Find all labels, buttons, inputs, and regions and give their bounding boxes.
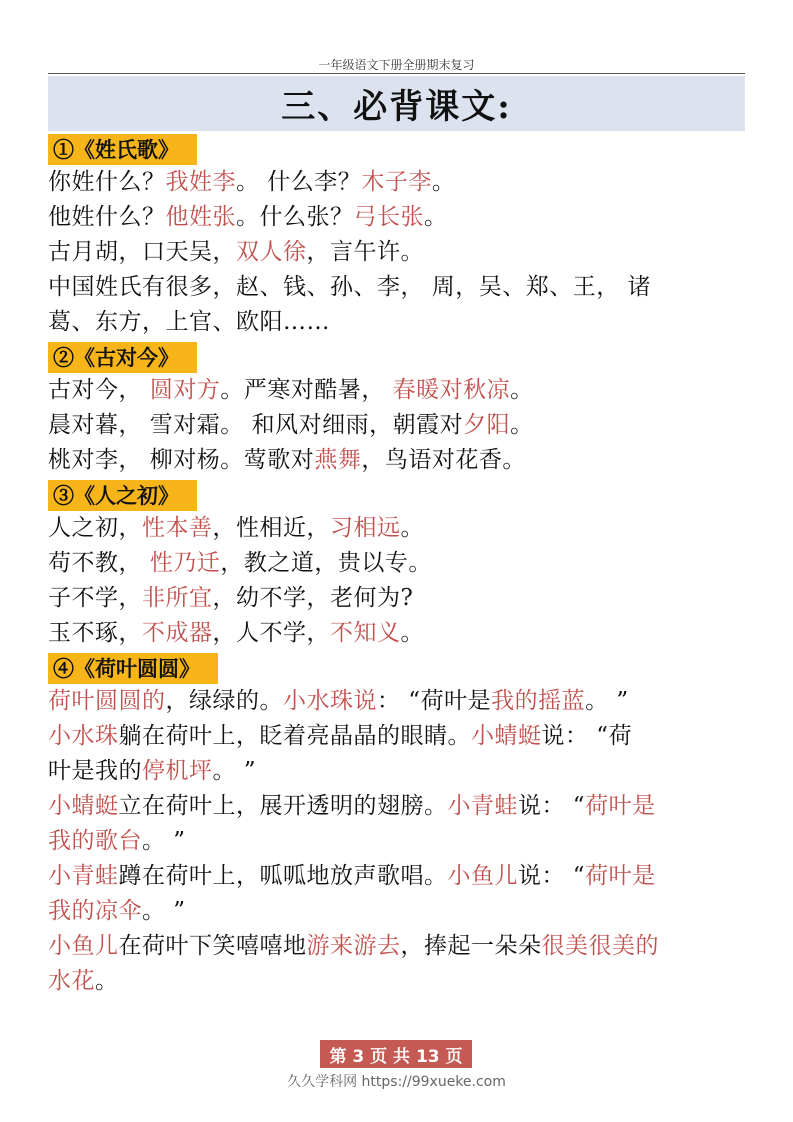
highlighted-text: 小青蛙 [48, 863, 119, 889]
text-line [48, 754, 748, 789]
highlighted-text: 性乃迁 [149, 550, 221, 576]
plain-text: 说： “ [518, 793, 586, 819]
highlighted-text: 不成器 [142, 620, 213, 646]
highlighted-text: 小蜻蜓 [471, 723, 542, 749]
highlighted-text: 木子李 [361, 169, 432, 195]
plain-text: ，言午许。 [306, 239, 424, 265]
plain-text: 。 [424, 204, 448, 230]
highlighted-text: 小鱼儿 [447, 863, 518, 889]
plain-text: ，鸟语对花香。 [361, 447, 526, 473]
plain-text: 子不学， [48, 585, 142, 611]
highlighted-text: 性本善 [142, 515, 213, 541]
footer-site: 久久学科网 https://99xueke.com [287, 1074, 506, 1090]
text-line [48, 270, 748, 305]
text-line [48, 616, 748, 651]
text-line [48, 165, 748, 200]
plain-text: 。 ” [212, 758, 257, 784]
plain-text: 。 [510, 377, 534, 403]
highlighted-text: 很美很美的 [541, 933, 659, 959]
highlighted-text: 我的凉伞 [48, 898, 142, 924]
plain-text: 苟不教， [48, 550, 150, 576]
highlighted-text: 荷叶是 [585, 793, 656, 819]
plain-text: 。 [431, 169, 456, 195]
text-line [48, 859, 748, 894]
text-line [48, 511, 748, 546]
highlighted-text: 不知义 [330, 620, 401, 646]
plain-text: 躺在荷叶上，眨着亮晶晶的眼睛。 [118, 723, 471, 749]
highlighted-text: 停机坪 [142, 758, 213, 784]
text-line [48, 684, 748, 719]
highlighted-text: 小青蛙 [447, 793, 518, 819]
highlighted-text: 他姓张 [165, 204, 236, 230]
text-line [48, 824, 748, 859]
text-line [48, 200, 748, 235]
title-band [48, 76, 745, 131]
plain-text: 葛、东方，上官、欧阳…… [48, 309, 330, 335]
highlighted-text: 我的摇蓝 [491, 688, 586, 714]
plain-text: 。 [400, 515, 424, 541]
highlighted-text: 夕阳 [463, 412, 511, 438]
plain-text: 古对今， [48, 377, 150, 403]
page-title: 三、必背课文: [281, 87, 512, 127]
plain-text: ，幼不学，老何为? [212, 585, 414, 611]
plain-text: ： “荷叶是 [377, 688, 492, 714]
plain-text: 他姓什么？ [48, 204, 166, 230]
highlighted-text: 小鱼儿 [48, 933, 119, 959]
plain-text: 。 ” [142, 898, 186, 924]
highlighted-text: 圆对方 [149, 377, 221, 403]
highlighted-text: 我姓李 [165, 169, 236, 195]
highlighted-text: 小水珠说 [283, 688, 377, 714]
plain-text: 人之初， [48, 515, 142, 541]
plain-text: ，捧起一朵朵 [400, 933, 542, 959]
text-line [48, 581, 748, 616]
highlighted-text: 弓长张 [353, 204, 424, 230]
text-line [48, 305, 748, 340]
plain-text: 桃对李， 柳对杨。莺歌对 [48, 447, 315, 473]
plain-text: 晨对暮， 雪对霜。 和风对细雨，朝霞对 [48, 412, 464, 438]
highlighted-text: 非所宜 [142, 585, 213, 611]
highlighted-text: 水花 [48, 968, 95, 994]
highlighted-text: 春暖对秋凉 [392, 377, 511, 403]
text-line [48, 235, 748, 270]
text-line [48, 789, 748, 824]
section-label: ①《姓氏歌》 [48, 134, 197, 165]
text-line [48, 719, 748, 754]
text-line [48, 373, 748, 408]
text-line [48, 546, 748, 581]
highlighted-text: 小水珠 [48, 723, 119, 749]
text-line [48, 443, 748, 478]
plain-text: ，绿绿的。 [165, 688, 283, 714]
plain-text: 说： “荷 [541, 723, 633, 749]
plain-text: 说： “ [518, 863, 586, 889]
plain-text: 在荷叶下笑嘻嘻地 [118, 933, 307, 959]
text-line [48, 408, 748, 443]
highlighted-text: 习相远 [330, 515, 401, 541]
section-label: ③《人之初》 [48, 480, 197, 511]
highlighted-text: 我的歌台 [48, 828, 142, 854]
plain-text: 中国姓氏有很多，赵、钱、孙、李， 周，吴、郑、王， 诸 [48, 274, 652, 300]
plain-text: 。严寒对酷暑， [220, 377, 393, 403]
text-line [48, 964, 748, 999]
plain-text: ，性相近， [212, 515, 330, 541]
plain-text: 。 [400, 620, 424, 646]
page-number-badge: 第 3 页 共 13 页 [320, 1040, 472, 1068]
plain-text: 。 ” [142, 828, 186, 854]
plain-text: 古月胡，口天吴， [48, 239, 236, 265]
plain-text: ，人不学， [212, 620, 330, 646]
text-line [48, 894, 748, 929]
text-line [48, 929, 748, 964]
highlighted-text: 双人徐 [236, 239, 307, 265]
highlighted-text: 游来游去 [306, 933, 401, 959]
highlighted-text: 荷叶圆圆的 [48, 688, 166, 714]
highlighted-text: 小蜻蜓 [48, 793, 119, 819]
section-label: ④《荷叶圆圆》 [48, 653, 218, 684]
plain-text: 。 [510, 412, 534, 438]
highlighted-text: 燕舞 [314, 447, 362, 473]
plain-text: 蹲在荷叶上，呱呱地放声歌唱。 [118, 863, 448, 889]
plain-text: ，教之道，贵以专。 [220, 550, 432, 576]
section-label: ②《古对今》 [48, 342, 197, 373]
running-header: 一年级语文下册全册期末复习 [318, 58, 475, 72]
plain-text: 玉不琢， [48, 620, 142, 646]
plain-text: 叶是我的 [48, 758, 142, 784]
plain-text: 。什么张？ [236, 204, 354, 230]
plain-text: 你姓什么？ [48, 169, 166, 195]
plain-text: 。 ” [585, 688, 629, 714]
content [48, 132, 748, 999]
plain-text: 立在荷叶上，展开透明的翅膀。 [118, 793, 448, 819]
plain-text: 。 [95, 968, 119, 994]
header-rule [48, 73, 745, 74]
highlighted-text: 荷叶是 [585, 863, 656, 889]
plain-text: 。 什么李？ [236, 169, 362, 195]
